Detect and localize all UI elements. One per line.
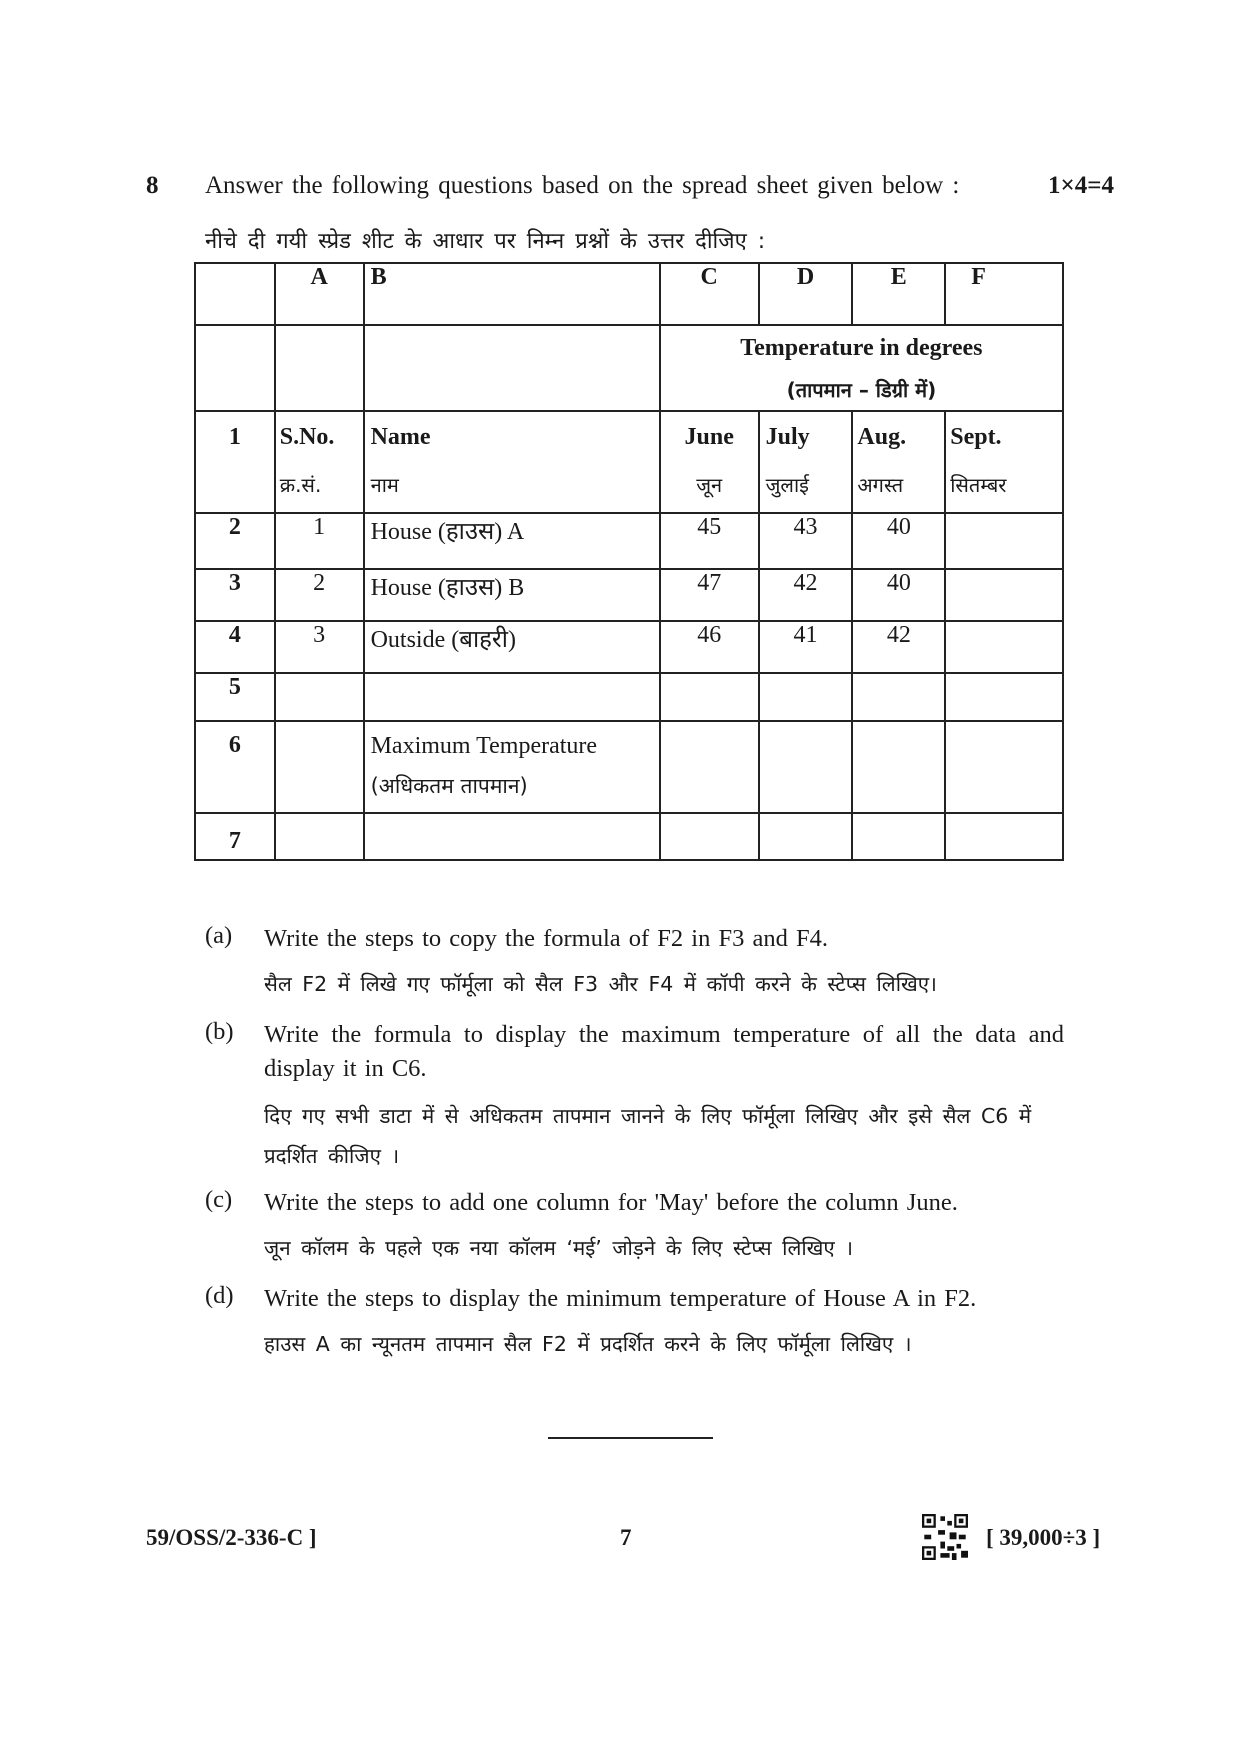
cell-june: 47	[660, 569, 759, 621]
cell-name: Outside (बाहरी)	[364, 621, 660, 673]
part-hindi: सैल F2 में लिखे गए फॉर्मूला को सैल F3 और F4 में कॉपी करने के स्टेप्स लिखिए।	[264, 972, 937, 996]
max-label-hi: (अधिकतम तापमान)	[370, 774, 528, 798]
label-sept	[945, 411, 1063, 513]
empty-cell	[945, 813, 1063, 860]
table-row	[195, 513, 1063, 569]
part-label: (c)	[205, 1186, 233, 1213]
table-row	[195, 813, 1063, 860]
empty-cell	[660, 813, 759, 860]
label-name-hi: नाम	[370, 473, 399, 497]
label-aug	[852, 411, 945, 513]
cell-sno: 2	[275, 569, 364, 621]
end-rule	[548, 1437, 713, 1439]
empty-cell	[759, 813, 853, 860]
empty-cell	[759, 721, 853, 813]
row-number: 6	[195, 721, 275, 813]
empty-cell	[364, 673, 660, 721]
table-row	[195, 569, 1063, 621]
label-name	[364, 411, 660, 513]
part-hindi: हाउस A का न्यूनतम तापमान सैल F2 में प्रदर्शित करने के लिए फॉर्मूला लिखिए ।	[264, 1332, 912, 1356]
empty-cell	[945, 721, 1063, 813]
part-english: Write the formula to display the maximum temperature of all the data and display it in C6.	[264, 1021, 1064, 1082]
label-june-en: June	[684, 424, 734, 450]
table-row	[195, 721, 1063, 813]
part-hindi: दिए गए सभी डाटा में से अधिकतम तापमान जानने के लिए फॉर्मूला लिखिए और इसे सैल C6 में प्रदर्शित कीजिए ।	[264, 1104, 1032, 1168]
label-june	[660, 411, 759, 513]
empty-cell	[195, 325, 275, 411]
footer-copies: [ 39,000÷3 ]	[986, 1525, 1101, 1550]
label-aug-en: Aug.	[857, 424, 907, 450]
row-number: 7	[195, 813, 275, 860]
cell-aug: 42	[852, 621, 945, 673]
col-header-b: B	[364, 263, 660, 325]
part-english: Write the steps to add one column for 'May' before the column June.	[264, 1189, 958, 1216]
label-july	[759, 411, 853, 513]
row-number: 3	[195, 569, 275, 621]
empty-cell	[364, 325, 660, 411]
part-english: Write the steps to copy the formula of F2 in F3 and F4.	[264, 925, 828, 952]
corner-cell	[195, 263, 275, 325]
question-text-hindi: नीचे दी गयी स्प्रेड शीट के आधार पर निम्न प्रश्नों के उत्तर दीजिए :	[205, 229, 766, 254]
cell-june: 45	[660, 513, 759, 569]
label-sno	[275, 411, 364, 513]
empty-cell	[759, 673, 853, 721]
cell-sno: 1	[275, 513, 364, 569]
table-row	[195, 673, 1063, 721]
group-header-row	[195, 325, 1063, 411]
row-number: 1	[195, 411, 275, 513]
cell-name: House (हाउस) A	[364, 513, 660, 569]
part-body	[264, 922, 1064, 1004]
cell-sept	[945, 513, 1063, 569]
group-header-hindi: (तापमान – डिग्री में)	[786, 378, 937, 402]
part-label: (b)	[205, 1018, 234, 1045]
label-sept-hi: सितम्बर	[950, 473, 1007, 497]
question-marks: 1×4=4	[1048, 172, 1114, 199]
part-body	[264, 1186, 1064, 1268]
empty-cell	[275, 721, 364, 813]
empty-cell	[852, 721, 945, 813]
table-row	[195, 411, 1063, 513]
table-row	[195, 621, 1063, 673]
empty-cell	[275, 813, 364, 860]
col-header-d: D	[759, 263, 853, 325]
qr-code-icon	[922, 1514, 968, 1560]
cell-july: 43	[759, 513, 853, 569]
label-sno-en: S.No.	[279, 424, 335, 450]
col-header-f: F	[945, 263, 1063, 325]
empty-cell	[660, 721, 759, 813]
empty-cell	[364, 813, 660, 860]
cell-aug: 40	[852, 513, 945, 569]
label-july-en: July	[765, 424, 810, 450]
empty-cell	[275, 325, 364, 411]
label-july-hi: जुलाई	[765, 473, 809, 497]
question-text: Answer the following questions based on the spread sheet given below :	[205, 172, 960, 199]
spreadsheet-table	[194, 262, 1064, 861]
empty-cell	[945, 673, 1063, 721]
label-aug-hi: अगस्त	[857, 473, 904, 497]
group-header	[660, 325, 1063, 411]
part-english: Write the steps to display the minimum temperature of House A in F2.	[264, 1285, 977, 1312]
part-hindi: जून कॉलम के पहले एक नया कॉलम ‘मई’ जोड़ने के लिए स्टेप्स लिखिए ।	[264, 1236, 854, 1260]
question-number: 8	[146, 172, 159, 199]
part-body	[264, 1018, 1064, 1176]
empty-cell	[660, 673, 759, 721]
label-sno-hi: क्र.सं.	[279, 473, 322, 497]
col-header-e: E	[852, 263, 945, 325]
label-sept-en: Sept.	[950, 424, 1002, 450]
cell-aug: 40	[852, 569, 945, 621]
cell-name: House (हाउस) B	[364, 569, 660, 621]
part-label: (d)	[205, 1282, 234, 1309]
empty-cell	[852, 673, 945, 721]
cell-july: 42	[759, 569, 853, 621]
column-header-row	[195, 263, 1063, 325]
group-header-title: Temperature in degrees	[740, 335, 983, 361]
empty-cell	[275, 673, 364, 721]
part-label: (a)	[205, 922, 233, 949]
max-label-en: Maximum Temperature	[370, 733, 598, 759]
cell-max-label	[364, 721, 660, 813]
row-number: 4	[195, 621, 275, 673]
label-june-hi: जून	[696, 473, 723, 497]
footer-code: 59/OSS/2-336-C ]	[146, 1525, 317, 1550]
cell-sno: 3	[275, 621, 364, 673]
cell-sept	[945, 569, 1063, 621]
cell-july: 41	[759, 621, 853, 673]
cell-june: 46	[660, 621, 759, 673]
row-number: 2	[195, 513, 275, 569]
cell-sept	[945, 621, 1063, 673]
row-number: 5	[195, 673, 275, 721]
footer-page-number: 7	[620, 1525, 632, 1550]
label-name-en: Name	[370, 424, 431, 450]
col-header-c: C	[660, 263, 759, 325]
part-body	[264, 1282, 1064, 1364]
empty-cell	[852, 813, 945, 860]
col-header-a: A	[275, 263, 364, 325]
